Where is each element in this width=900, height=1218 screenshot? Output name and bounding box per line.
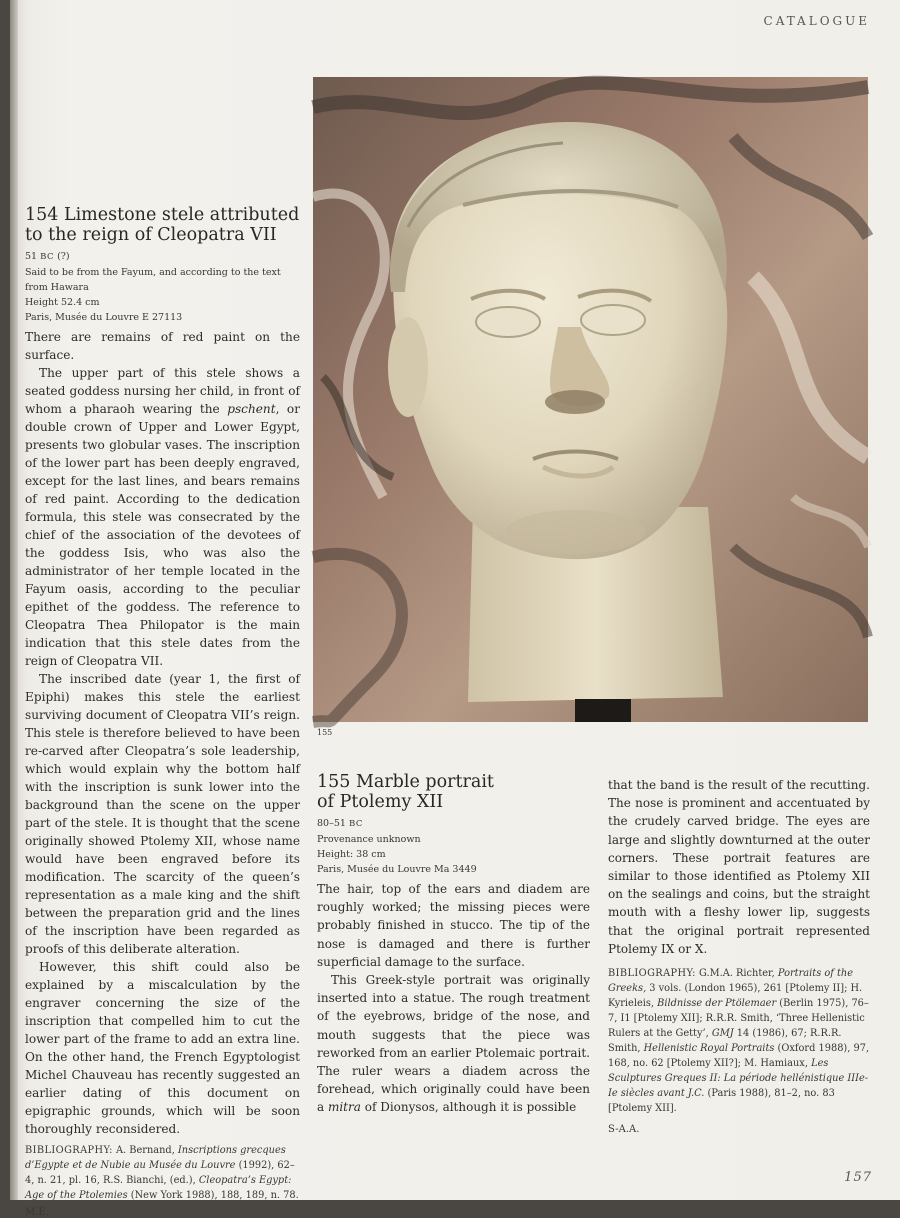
running-head: CATALOGUE [763,14,870,28]
text-run: 3 vols. (London 1965), 261 [Ptolemy II]; H. Kyrieleis, [608,983,863,1010]
date-number: 80–51 [317,818,346,829]
entry-155-meta [317,816,590,877]
entry-154-paragraph-3: The inscribed date (year 1, the first of Epiphi) makes this stele the earliest surviving document of Cleopatra VII’s reign. This stele is therefore believed to have been re-carved after Cleopatra’s sole leadership, which would explain why the bottom half with the inscription is sunk lower into the background than the scene on the upper part of the stele. It is thought that the scene originally showed Ptolemy XII, whose name would have been engraved before its modification. The scarcity of the queen’s representation as a male king and the shift between the preparation grid and the lines of the inscription have been regarded as proofs of this deliberate alteration. [25,672,300,956]
catalogue-page [10,0,900,1218]
marble-portrait-photo [313,77,868,722]
text-run: 14 (1986), 67; R.R.R. Smith, [608,1028,842,1055]
italic-title: Bildnisse der Ptölemaer [657,998,777,1010]
italic-title: GMJ [711,1028,734,1040]
date-number: 51 [25,251,38,262]
italic-title: Les Sculptures Greques II: La période hellénistique IIIe-Ie siècles avant J.C. [608,1058,869,1100]
entry-154-location: Paris, Musée du Louvre E 27113 [25,312,183,323]
entry-154-paragraph-4: However, this shift could also be explained by a miscalculation by the engraver concerning the size of the inscription that compelled him to cut the lower part of the frame to add an extra line. On the other hand, the French Egyptologist Michel Chauveau has recently suggested an earlier dating of this document on epigraphic grounds, which will be soon thoroughly reconsidered. [25,960,300,1136]
entry-155-date [317,816,590,832]
bibliography-label: BIBLIOGRAPHY: [608,968,696,980]
entry-155-title-line2: of Ptolemy XII [317,792,444,812]
italic-title: Inscriptions grecques d’Egypte et de Nubie au Musée du Louvre [25,1145,286,1171]
italic-title: Hellenistic Royal Portraits [643,1043,775,1055]
entry-154-title-line1: 154 Limestone stele attributed [25,205,300,225]
entry-154-title-line2: to the reign of Cleopatra VII [25,225,277,245]
entry-155-body-continued [608,776,870,958]
entry-154-height: Height 52.4 cm [25,297,100,308]
entry-154-bibliography [25,1143,300,1203]
text-run: (Paris 1988), 81–2, no. 83 [Ptolemy XII]. [608,1088,835,1115]
date-qualifier: (?) [57,251,70,262]
text-run: (Berlin 1975), 76–7, I1 [Ptolemy XII]; R.R.R. Smith, ‘Three Hellenistic Rulers at the Getty’, [608,998,869,1040]
entry-154-paragraph-2 [25,364,300,670]
book-gutter [10,0,18,1200]
entry-154-paragraph-1: There are remains of red paint on the surface. [25,330,300,362]
text-run: , or double crown of Upper and Lower Egypt, presents two globular vases. The inscription of the lower part has been deeply engraved, except for the last lines, and bears remains of red paint. According to the dedication formula, this stele was consecrated by the chief of the association of the devotees of the goddess Isis, who was also the administrator of her temple located in the Fayum oasis, according to the peculiar epithet of the goddess. The reference to Cleopatra Thea Philopator is the main indication that this stele dates from the reign of Cleopatra VII. [25,402,300,668]
entry-154-date [25,249,300,265]
italic-term: pschent [227,402,276,416]
entry-155-author-initials: S-A.A. [608,1124,640,1136]
entry-155-title-line1: 155 Marble portrait [317,772,494,792]
italic-title: Portraits of the Greeks, [608,968,854,995]
figure-label: 155 [317,728,333,737]
italic-term: mitra [327,1100,361,1115]
text-run: of Dionysos, although it is possible [360,1100,577,1115]
text-run: (New York 1988), 188, 189, n. 78. [127,1190,299,1201]
bibliography-label: BIBLIOGRAPHY: [25,1145,113,1156]
entry-155-paragraph-1: The hair, top of the ears and diadem are roughly worked; the missing pieces were probably finished in stucco. The tip of the nose is damaged and there is further superficial damage to the surface. [317,882,590,969]
text-run: (1992), 62–4, n. 21, pl. 16, R.S. Bianchi, (ed.), [25,1160,295,1186]
text-run: (Oxford 1988), 97, 168, no. 62 [Ptolemy XII?]; M. Hamiaux, [608,1043,870,1070]
entry-154-body [25,328,300,1138]
entry-155-title [317,772,590,812]
text-run: The upper part of this stele shows a seated goddess nursing her child, in front of whom a pharaoh wearing the [25,366,300,416]
entry-154 [25,205,300,1218]
entry-155-location: Paris, Musée du Louvre Ma 3449 [317,864,477,875]
date-era: BC [40,252,55,262]
text-run: This Greek-style portrait was originally inserted into a statue. The rough treatment of the eyebrows, bridge of the nose, and mouth suggests that the piece was reworked from an earlier Ptolemaic portrait. The ruler wears a diadem across the forehead, which originally could have been a [317,973,590,1115]
text-run: G.M.A. Richter, [695,968,778,980]
entry-155-height: Height: 38 cm [317,849,386,860]
entry-155-provenance: Provenance unknown [317,834,421,845]
italic-title: Cleopatra’s Egypt: Age of the Ptolemies [25,1175,292,1201]
entry-155 [317,772,590,1117]
date-era: BC [348,819,363,829]
entry-155-paragraph-2 [317,971,590,1117]
entry-155-body [317,880,590,1117]
entry-154-title [25,205,300,245]
portrait-head-image [313,77,868,722]
page-number: 157 [844,1170,872,1185]
text-run: A. Bernand, [112,1145,178,1156]
entry-154-meta [25,249,300,325]
entry-154-provenance: Said to be from the Fayum, and according to the text from Hawara [25,267,281,293]
entry-155-paragraph-2-continued: that the band is the result of the recutting. The nose is prominent and accentuated by the crudely carved bridge. The eyes are large and slightly downturned at the outer corners. These portrait features are similar to those identified as Ptolemy XII on the sealings and coins, but the straight mouth with a fleshy lower lip, suggests that the original portrait represented Ptolemy IX or X. [608,778,870,956]
entry-154-author-initials: M.É. [25,1207,49,1218]
entry-155-bibliography [608,966,870,1116]
entry-155-continued [608,776,870,1135]
